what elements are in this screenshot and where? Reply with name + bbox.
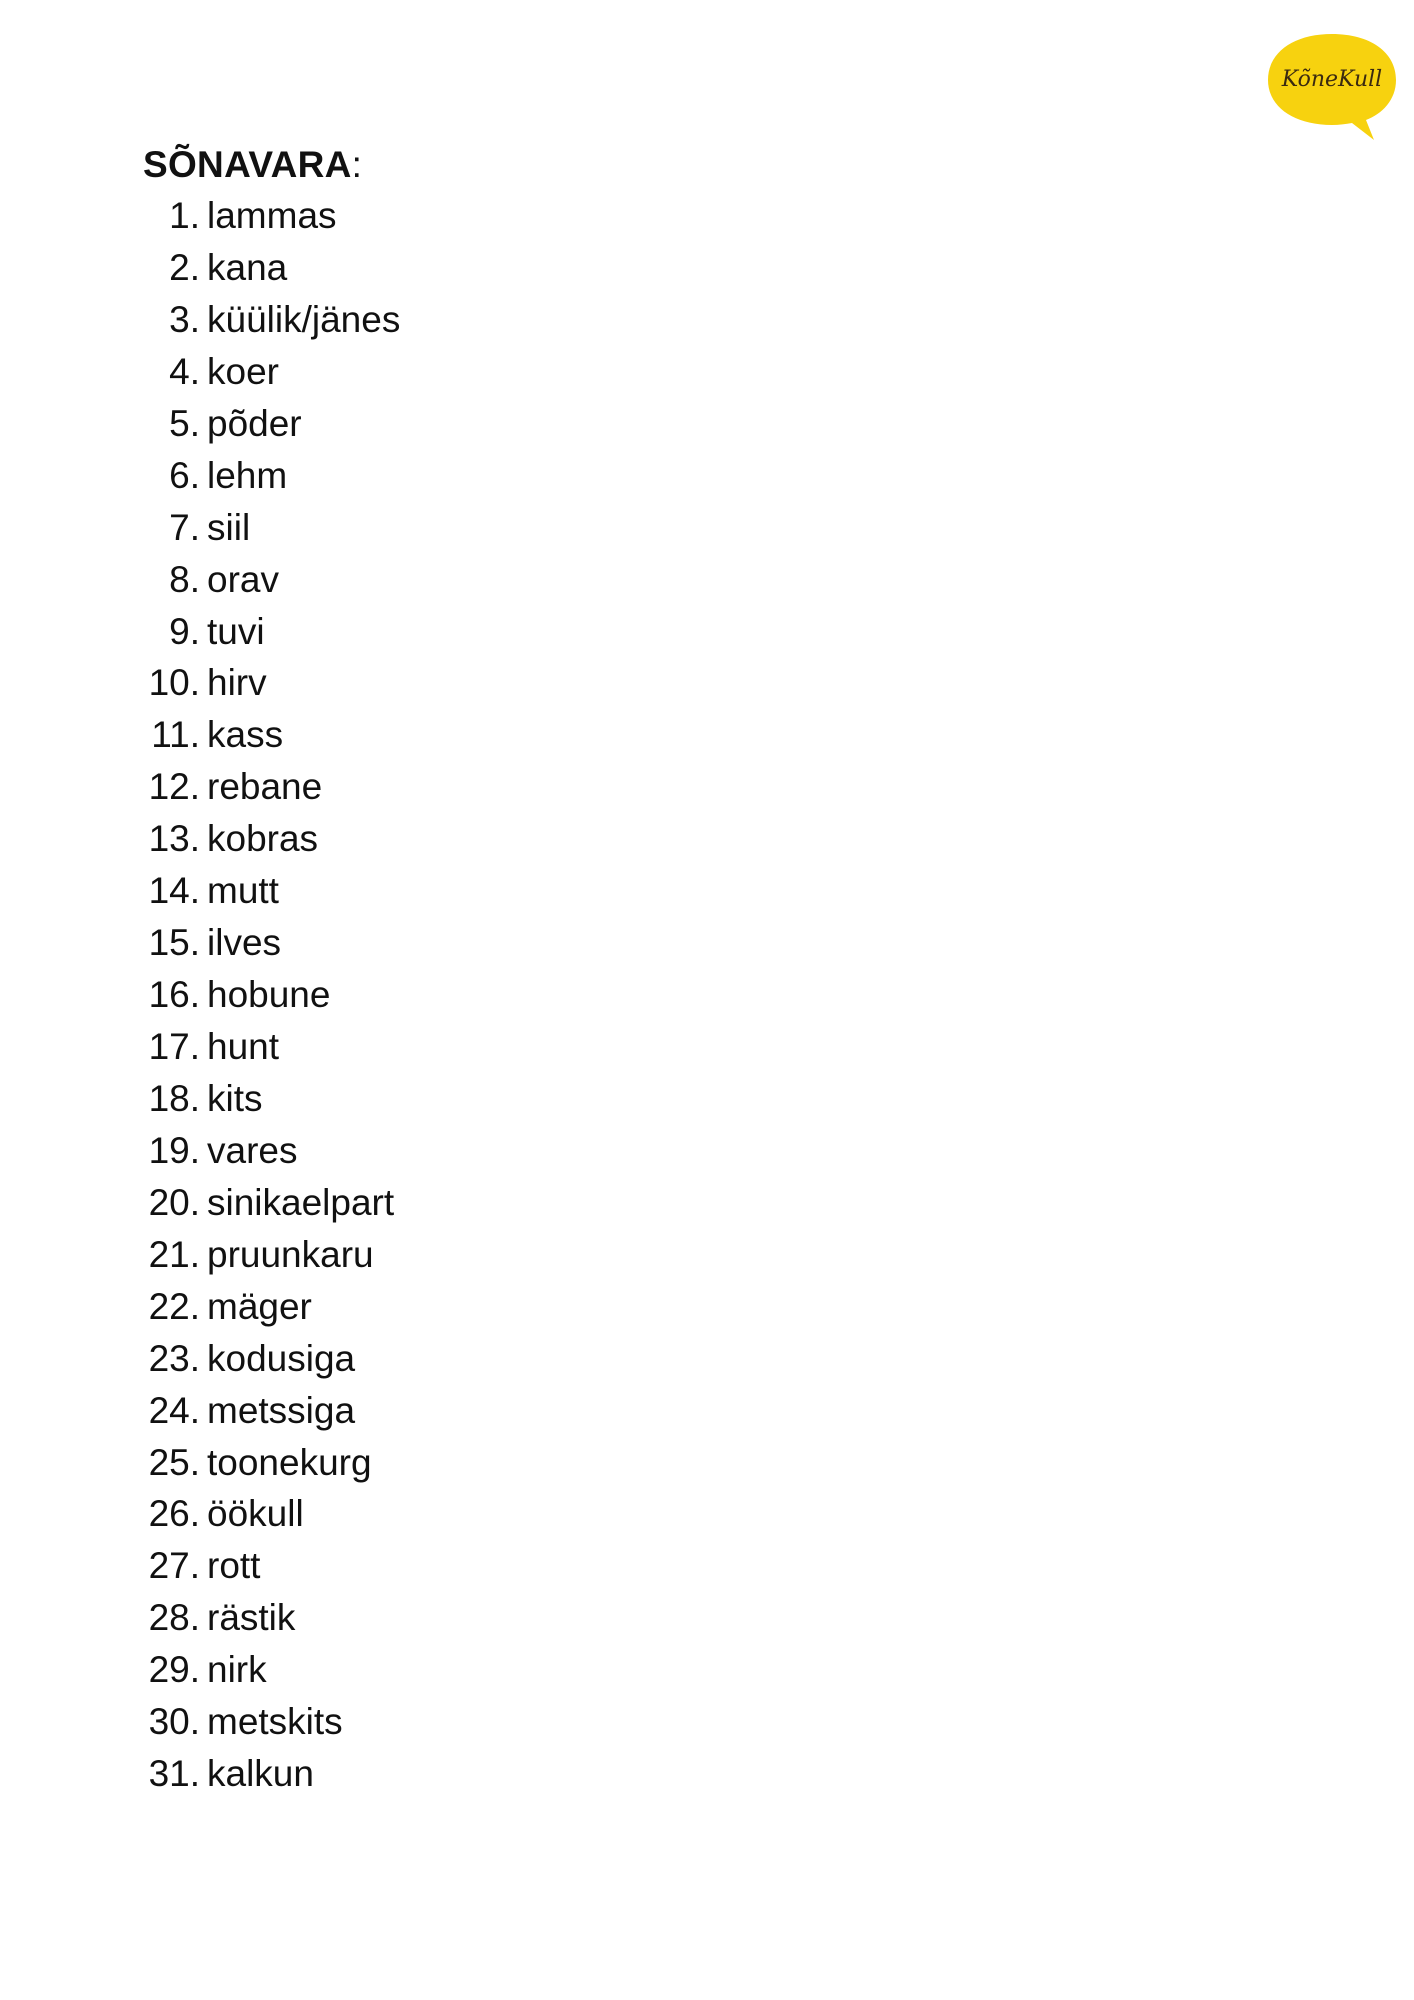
list-item-number: 19. (148, 1129, 200, 1171)
list-item-word: küülik/jänes (207, 298, 401, 340)
list-item-word: tuvi (207, 610, 265, 652)
list-item-word: hirv (207, 662, 267, 704)
list-item-number: 26. (148, 1493, 200, 1535)
list-item-number: 2. (169, 246, 200, 288)
list-item-number: 28. (148, 1597, 200, 1639)
list-item-number: 27. (148, 1545, 200, 1587)
list-item-number: 13. (148, 818, 200, 860)
list-item-number: 30. (148, 1701, 200, 1743)
list-item-word: põder (207, 402, 302, 444)
list-item-number: 10. (148, 662, 200, 704)
list-item-number: 21. (148, 1233, 200, 1275)
list-item-number: 16. (148, 974, 200, 1016)
list-item-number: 18. (148, 1077, 200, 1119)
list-item-word: rebane (207, 766, 323, 808)
list-item-number: 1. (169, 195, 200, 236)
list-item-number: 15. (148, 922, 200, 964)
list-item-number: 7. (169, 506, 200, 548)
list-item-word: hobune (207, 974, 331, 1016)
list-item-number: 17. (148, 1026, 200, 1067)
speech-bubble-logo-icon (1262, 30, 1402, 145)
list-item-number: 25. (148, 1441, 200, 1483)
list-item-word: hunt (207, 1026, 280, 1067)
list-item-number: 31. (148, 1753, 200, 1795)
list-item-number: 12. (148, 766, 200, 808)
list-item-word: siil (207, 506, 251, 548)
list-item-word: ilves (207, 922, 282, 964)
list-item-word: nirk (207, 1649, 267, 1691)
list-item-word: rott (207, 1545, 261, 1587)
vocabulary-heading (143, 140, 362, 190)
list-item-word: sinikaelpart (207, 1181, 395, 1223)
list-item-word: kana (207, 246, 288, 288)
list-item-number: 5. (169, 402, 200, 444)
list-item-word: orav (207, 558, 279, 600)
list-item-word: rästik (207, 1597, 296, 1639)
list-item-number: 6. (169, 454, 200, 496)
list-item-word: kass (207, 714, 284, 756)
list-item-number: 14. (148, 870, 200, 912)
list-item-number: 4. (169, 350, 200, 392)
list-item-word: kits (207, 1077, 263, 1119)
list-item-word: metssiga (207, 1389, 356, 1431)
list-item-word: toonekurg (207, 1441, 372, 1483)
list-item-number: 29. (148, 1649, 200, 1691)
list-item-number: 23. (148, 1337, 200, 1379)
list-item-number: 9. (169, 610, 200, 652)
heading-title: SÕNAVARA (143, 144, 352, 185)
logo-text: KõneKull (1281, 67, 1383, 92)
list-item-word: kalkun (207, 1753, 314, 1795)
list-item-word: mutt (207, 870, 279, 912)
kone-kull-logo (1262, 30, 1402, 145)
list-item-word: metskits (207, 1701, 343, 1743)
list-item-word: kodusiga (207, 1337, 356, 1379)
list-item-word: pruunkaru (207, 1233, 374, 1275)
heading-colon: : (351, 144, 363, 185)
list-item-number: 20. (148, 1181, 200, 1223)
list-item-number: 24. (148, 1389, 200, 1431)
list-item-number: 22. (148, 1285, 200, 1327)
list-item-number: 8. (169, 558, 200, 600)
list-item-word: vares (207, 1129, 298, 1171)
list-item-number: 3. (169, 298, 200, 340)
list-item-word: lehm (207, 454, 288, 496)
list-item-word: kobras (207, 818, 319, 860)
list-item-word: öökull (207, 1493, 304, 1535)
list-item-word: koer (207, 350, 279, 392)
list-item-word: mäger (207, 1285, 312, 1327)
list-item-number: 11. (151, 714, 200, 756)
list-item-word: lammas (207, 195, 337, 236)
